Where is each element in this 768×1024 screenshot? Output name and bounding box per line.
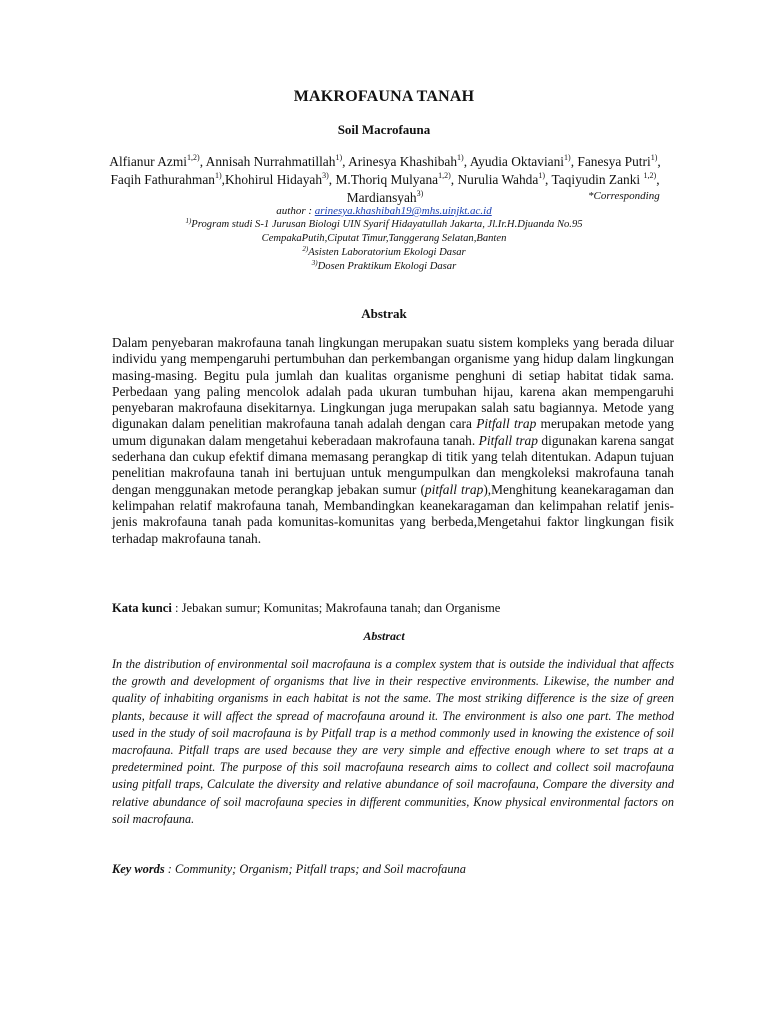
author-name: Nurulia Wahda [457,172,539,187]
author-affiliation-sup: 1) [214,171,222,180]
abstrak-italic-term: pitfall trap [424,481,484,497]
author-affiliation-sup: 1) [650,153,658,162]
abstrak-italic-term: Pitfall trap [478,432,538,448]
abstract-heading: Abstract [363,629,405,643]
abstract-body: In the distribution of environmental soil macrofauna is a complex system that is outside the individual that affects the growth and development of organisms that live in their respective environments. Likewise, the number and quality of inhabiting organisms in each habitat is not the same. The most striking difference is the size of green plants, because it will affect the spread of macrofauna around it. The environment is also one part. The method used in the study of soil macrofauna is by Pitfall trap is a method commonly used in knowing the existence of soil macrofauna. Pitfall traps are used because they are very simple and effective enough where to set traps at a predetermined point. The purpose of this soil macrofauna research aims to collect and collect soil macrofauna using pitfall traps, Calculate the diversity and relative abundance of soil macrofauna, Compare the diversity and relative abundance of soil macrofauna species in different communities, Know physical environmental factors on soil macrofauna. [112,657,674,826]
author-affiliation-sup: 3) [416,189,424,198]
paper-title: MAKROFAUNA TANAH [293,88,475,105]
kata-kunci-text: : Jebakan sumur; Komunitas; Makrofauna tanah; dan Organisme [171,601,501,615]
key-words [112,862,682,877]
author-list: Alfianur Azmi$^{1,2)}$, Annisah Nurrahmatillah$^{1)}$, Arinesya Khashibah$^{1)}$, Ayudia Oktaviani$^{1)}$, Fanesya Putri$^{1)}$, Faqih Fathurahman$^{1)}$,Khohirul Hidayah$^{3)}$, M.Thoriq Mulyana$^{1,2)}$, Nurulia Wahda$^{1)}$, Taqiyudin Zanki $^{1,2)}$, Mardiansyah$^{3)}$ [109,153,661,205]
author-name: Mardiansyah [346,190,417,205]
key-words-text: : Community; Organism; Pitfall traps; and Soil macrofauna [164,862,466,876]
affiliation-1 [0,219,768,230]
affiliation-sup: 1) [185,217,192,225]
author-name: Alfianur Azmi [109,154,188,169]
author-name: Ayudia Oktaviani [469,154,565,169]
affiliation-1-cont [0,233,768,244]
author-name: Fanesya Putri [577,154,651,169]
affiliation-text: CempakaPutih,Ciputat Timur,Tanggerang Selatan,Banten [261,233,507,244]
author-affiliation-sup: 1,2) [643,171,657,180]
abstrak-text: ),Menghitung keanekaragaman dan kelimpahan relatif makrofauna tanah, Membandingkan keanekaragaman dan kelimpahan relatif jenis-jenis makrofauna tanah pada komunitas-komunitas yang berbeda,Mengetahui faktor lingkungan fisik terhadap makrofauna tanah. [112,481,674,546]
author-name: Arinesya Khashibah [348,154,458,169]
author-affiliation-sup: 3) [322,171,329,180]
kata-kunci-label: Kata kunci [112,601,172,615]
author-name: Annisah Nurrahmatillah [205,154,336,169]
abstrak-italic-term: Pitfall trap [476,416,537,432]
author-affiliation-sup: 1,2) [187,153,200,162]
abstrak-text: digunakan karena sangat sederhana dan cukup efektif dimana memasang perangkap di titik yang telah ditentukan. Adapun tujuan penelitian makrofauna tanah ini bertujuan untuk mengumpulkan dan mengkoleksi makrofauna tanah dengan menggunakan metode perangkap jebakan sumur ( [112,432,674,497]
affiliation-text: Program studi S-1 Jurusan Biologi UIN Syarif Hidayatullah Jakarta, Jl.Ir.H.Djuanda No.95 [191,219,583,230]
abstrak-text: Dalam penyebaran makrofauna tanah lingkungan merupakan suatu sistem kompleks yang berada diluar individu yang mempengaruhi pertumbuhan dan perkembangan organisme yang hidup dalam lingkungan masing-masing. Begitu pula jumlah dan kualitas organisme penghuni di setiap habitat tidak sama. Perbedaan yang paling mencolok adalah pada ukuran tumbuhan hijau, karena akan mempengaruhi penyebaran makrofauna disekitarnya. Lingkungan juga merupakan salah satu bagiannya. Metode yang digunakan dalam penelitian makrofauna tanah adalah dengan cara [112,335,674,432]
abstrak-text: merupakan metode yang umum digunakan dalam mengetahui keberadaan makrofauna tanah. [112,416,674,448]
author-affiliation-sup: 1) [457,153,464,162]
author-name: Faqih Fathurahman [110,172,215,187]
author-prefix: author : [276,205,315,217]
author-affiliation-sup: 1,2) [438,171,451,180]
paper-subtitle: Soil Macrofauna [337,122,431,137]
corresponding-label: *Corresponding [588,190,660,202]
author-name: Khohirul Hidayah [225,172,323,187]
author-name: Taqiyudin Zanki [551,172,644,187]
affiliation-text: Asisten Laboratorium Ekologi Dasar [308,247,466,258]
author-affiliation-sup: 1) [538,171,545,180]
kata-kunci [112,601,682,616]
author-affiliation-sup: 1) [564,153,571,162]
affiliation-3 [0,261,768,272]
email-link[interactable]: arinesya.khashibah19@mhs.uinjkt.ac.id [314,205,492,217]
affiliation-sup: 3) [311,259,318,267]
author-name: M.Thoriq Mulyana [335,172,439,187]
affiliation-2 [0,247,768,258]
abstrak-heading: Abstrak [361,306,407,321]
author-affiliation-sup: 1) [335,153,343,162]
affiliation-sup: 2) [302,245,309,253]
affiliation-text: Dosen Praktikum Ekologi Dasar [317,261,457,272]
abstrak-body [112,335,674,547]
corresponding-author-line [0,205,768,217]
key-words-label: Key words [112,862,165,876]
